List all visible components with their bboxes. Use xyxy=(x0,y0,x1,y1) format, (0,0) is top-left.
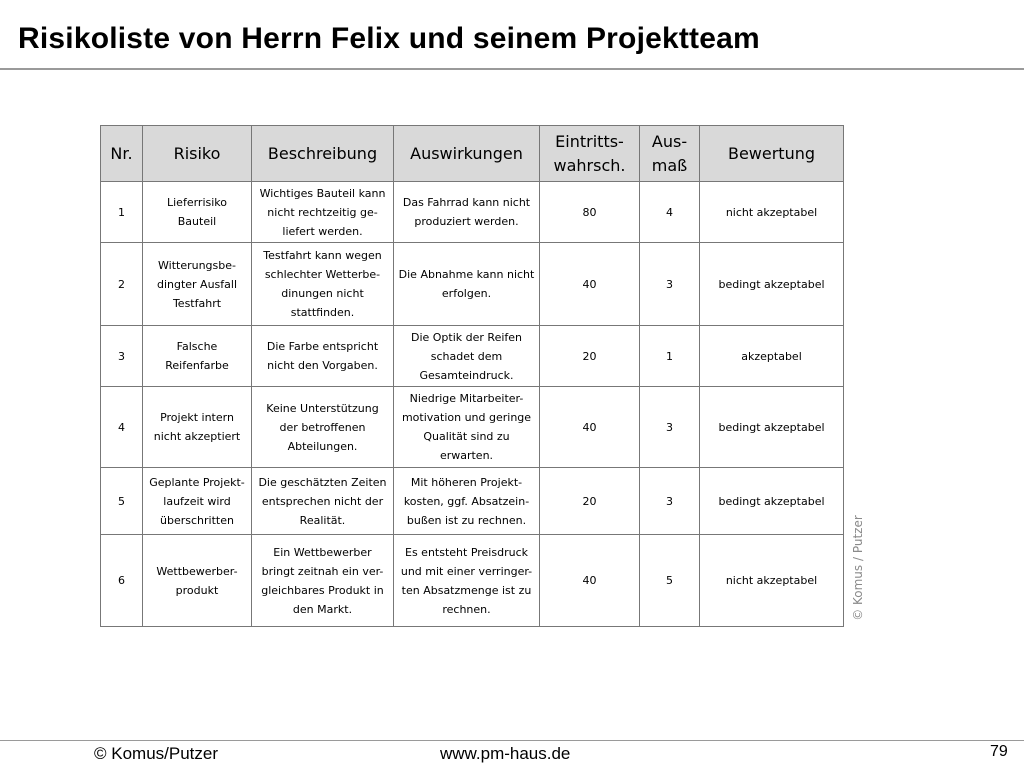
cell-nr: 3 xyxy=(101,326,143,387)
risk-table xyxy=(100,125,844,627)
cell-beschreibung: Wichtiges Bauteil kann nicht rechtzeitig ge- liefert werden. xyxy=(252,182,394,243)
cell-bewertung: nicht akzeptabel xyxy=(700,182,844,243)
cell-beschreibung: Testfahrt kann wegen schlechter Wetterbe- dinungen nicht stattfinden. xyxy=(252,243,394,326)
table-row xyxy=(101,468,844,535)
table-row xyxy=(101,326,844,387)
cell-nr: 5 xyxy=(101,468,143,535)
cell-bewertung: nicht akzeptabel xyxy=(700,535,844,627)
cell-ausmass: 3 xyxy=(640,243,700,326)
page-title: Risikoliste von Herrn Felix und seinem Projektteam xyxy=(18,22,760,55)
cell-eintrittswahrscheinlichkeit: 80 xyxy=(540,182,640,243)
cell-nr: 6 xyxy=(101,535,143,627)
column-header-beschreibung: Beschreibung xyxy=(252,126,394,182)
cell-ausmass: 3 xyxy=(640,468,700,535)
cell-eintrittswahrscheinlichkeit: 40 xyxy=(540,243,640,326)
cell-nr: 1 xyxy=(101,182,143,243)
cell-auswirkungen: Niedrige Mitarbeiter- motivation und geringe Qualität sind zu erwarten. xyxy=(394,387,540,468)
footer-divider xyxy=(0,740,1024,741)
cell-bewertung: bedingt akzeptabel xyxy=(700,468,844,535)
cell-nr: 2 xyxy=(101,243,143,326)
column-header-auswirkungen: Auswirkungen xyxy=(394,126,540,182)
cell-beschreibung: Ein Wettbewerber bringt zeitnah ein ver- gleichbares Produkt in den Markt. xyxy=(252,535,394,627)
cell-eintrittswahrscheinlichkeit: 40 xyxy=(540,387,640,468)
footer-copyright: © Komus/Putzer xyxy=(94,744,219,763)
cell-bewertung: bedingt akzeptabel xyxy=(700,243,844,326)
table-row xyxy=(101,387,844,468)
cell-auswirkungen: Das Fahrrad kann nicht produziert werden. xyxy=(394,182,540,243)
cell-bewertung: bedingt akzeptabel xyxy=(700,387,844,468)
risk-table-container xyxy=(100,125,843,626)
table-row xyxy=(101,535,844,627)
cell-auswirkungen: Mit höheren Projekt- kosten, ggf. Absatzein- bußen ist zu rechnen. xyxy=(394,468,540,535)
cell-ausmass: 3 xyxy=(640,387,700,468)
column-header-bewertung: Bewertung xyxy=(700,126,844,182)
cell-ausmass: 1 xyxy=(640,326,700,387)
cell-beschreibung: Die geschätzten Zeiten entsprechen nicht der Realität. xyxy=(252,468,394,535)
column-header-risiko: Risiko xyxy=(143,126,252,182)
cell-ausmass: 5 xyxy=(640,535,700,627)
cell-eintrittswahrscheinlichkeit: 20 xyxy=(540,326,640,387)
footer-website: www.pm-haus.de xyxy=(440,744,571,763)
cell-auswirkungen: Die Optik der Reifen schadet dem Gesamteindruck. xyxy=(394,326,540,387)
cell-bewertung: akzeptabel xyxy=(700,326,844,387)
cell-risiko: Falsche Reifenfarbe xyxy=(143,326,252,387)
cell-risiko: Projekt intern nicht akzeptiert xyxy=(143,387,252,468)
table-row xyxy=(101,182,844,243)
title-divider xyxy=(0,68,1024,70)
cell-beschreibung: Die Farbe entspricht nicht den Vorgaben. xyxy=(252,326,394,387)
cell-risiko: Geplante Projekt- laufzeit wird überschritten xyxy=(143,468,252,535)
cell-auswirkungen: Es entsteht Preisdruck und mit einer verringer- ten Absatzmenge ist zu rechnen. xyxy=(394,535,540,627)
cell-eintrittswahrscheinlichkeit: 40 xyxy=(540,535,640,627)
table-header-row xyxy=(101,126,844,182)
page-number: 79 xyxy=(990,743,1008,760)
cell-beschreibung: Keine Unterstützung der betroffenen Abteilungen. xyxy=(252,387,394,468)
cell-risiko: Witterungsbe- dingter Ausfall Testfahrt xyxy=(143,243,252,326)
cell-risiko: Wettbewerber- produkt xyxy=(143,535,252,627)
table-row xyxy=(101,243,844,326)
cell-risiko: Lieferrisiko Bauteil xyxy=(143,182,252,243)
copyright-side-note: © Komus / Putzer xyxy=(851,515,865,621)
cell-nr: 4 xyxy=(101,387,143,468)
column-header-eintrittswahrscheinlichkeit: Eintritts- wahrsch. xyxy=(540,126,640,182)
cell-ausmass: 4 xyxy=(640,182,700,243)
cell-eintrittswahrscheinlichkeit: 20 xyxy=(540,468,640,535)
column-header-ausmass: Aus- maß xyxy=(640,126,700,182)
cell-auswirkungen: Die Abnahme kann nicht erfolgen. xyxy=(394,243,540,326)
column-header-nr: Nr. xyxy=(101,126,143,182)
